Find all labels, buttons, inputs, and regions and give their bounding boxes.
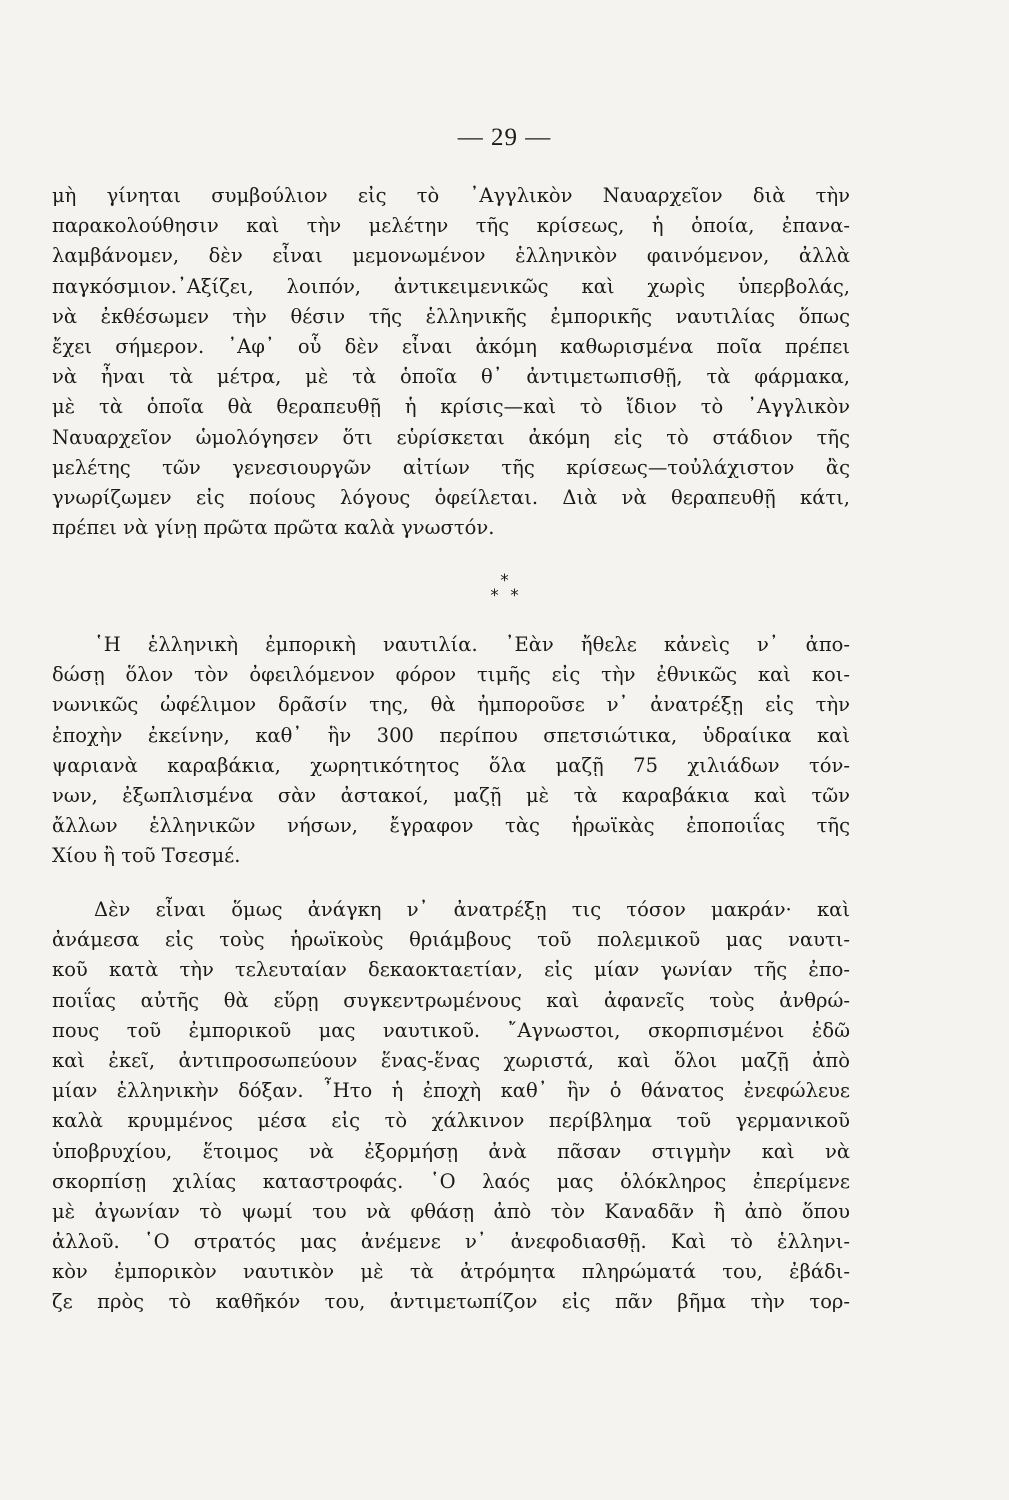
asterism-bottom: * * [490, 586, 519, 606]
text-line: νων, ἐξωπλισμένα σὰν ἀστακοί, μαζῇ μὲ τὰ καραβάκια καὶ τῶν [52, 783, 850, 807]
text-line: κὸν ἐμπορικὸν ναυτικὸν μὲ τὰ ἀτρόμητα πληρώματά του, ἐβάδι- [52, 1260, 850, 1284]
text-line: Δὲν εἶναι ὅμως ἀνάγκη ν᾿ ἀνατρέξῃ τις τόσον μακράν· καὶ [94, 898, 850, 921]
text-line: Χίου ἢ τοῦ Τσεσμέ. [52, 844, 241, 868]
paragraph-2 [52, 630, 850, 872]
section-break-asterism [0, 571, 1009, 606]
text-line: παρακολούθησιν καὶ τὴν μελέτην τῆς κρίσεως, ἡ ὁποία, ἐπανα- [52, 214, 850, 238]
text-line: νὰ ἐκθέσωμεν τὴν θέσιν τῆς ἑλληνικῆς ἐμπορικῆς ναυτιλίας ὅπως [52, 304, 850, 328]
text-line: ποιΐας αὐτῆς θὰ εὕρῃ συγκεντρωμένους καὶ ἀφανεῖς τοὺς ἀνθρώ- [52, 988, 850, 1012]
text-line: ἔχει σήμερον. ᾿Αφ᾿ οὗ δὲν εἶναι ἀκόμη καθωρισμένα ποῖα πρέπει [52, 334, 850, 358]
text-line: λαμβάνομεν, δὲν εἶναι μεμονωμένον ἑλληνικὸν φαινόμενον, ἀλλὰ [52, 244, 850, 268]
text-line: παγκόσμιον.᾿Αξίζει, λοιπόν, ἀντικειμενικῶς καὶ χωρὶς ὑπερβολάς, [52, 274, 850, 298]
text-line: ψαριανὰ καραβάκια, χωρητικότητος ὅλα μαζῇ 75 χιλιάδων τόν- [52, 753, 850, 777]
text-line: ῾Η ἑλληνικὴ ἐμπορικὴ ναυτιλία. ᾿Εὰν ἤθελε κἀνεὶς ν᾿ ἀπο- [94, 633, 850, 656]
text-line: ἄλλων ἑλληνικῶν νήσων, ἔγραφον τὰς ἡρωϊκὰς ἐποποιΐας τῆς [52, 814, 850, 838]
text-line: κοῦ κατὰ τὴν τελευταίαν δεκαοκταετίαν, εἰς μίαν γωνίαν τῆς ἐπο- [52, 958, 850, 982]
text-line: ἀνάμεσα εἰς τοὺς ἡρωϊκοὺς θριάμβους τοῦ πολεμικοῦ μας ναυτι- [52, 928, 850, 952]
text-line: καὶ ἐκεῖ, ἀντιπροσωπεύουν ἕνας-ἕνας χωριστά, καὶ ὅλοι μαζῇ ἀπὸ [52, 1048, 850, 1072]
text-line: ζε πρὸς τὸ καθῆκόν του, ἀντιμετωπίζον εἰς πᾶν βῆμα τὴν τορ- [52, 1290, 850, 1314]
text-line: γνωρίζωμεν εἰς ποίους λόγους ὀφείλεται. Διὰ νὰ θεραπευθῇ κάτι, [52, 485, 850, 509]
text-line: Ναυαρχεῖον ὡμολόγησεν ὅτι εὑρίσκεται ἀκόμη εἰς τὸ στάδιον τῆς [52, 425, 850, 449]
text-line: μίαν ἑλληνικὴν δόξαν. ῏Ητο ἡ ἐποχὴ καθ᾿ ἣν ὁ θάνατος ἐνεφώλευε [52, 1079, 850, 1103]
text-line: ὑποβρυχίου, ἕτοιμος νὰ ἐξορμήσῃ ἀνὰ πᾶσαν στιγμὴν καὶ νὰ [52, 1139, 850, 1163]
text-line: μελέτης τῶν γενεσιουργῶν αἰτίων τῆς κρίσεως—τοὐλάχιστον ἂς [52, 455, 850, 479]
text-line: ἀλλοῦ. ῾Ο στρατός μας ἀνέμενε ν᾿ ἀνεφοδιασθῇ. Καὶ τὸ ἑλληνι- [52, 1230, 850, 1254]
paragraph-3 [52, 895, 850, 1318]
asterism-top: * [500, 571, 509, 591]
text-line: πρέπει νὰ γίνῃ πρῶτα πρῶτα καλὰ γνωστόν. [52, 516, 495, 540]
text-line: νὰ ἦναι τὰ μέτρα, μὲ τὰ ὁποῖα θ᾿ ἀντιμετωπισθῇ, τὰ φάρμακα, [52, 365, 850, 389]
text-line: μὲ τὰ ὁποῖα θὰ θεραπευθῇ ἡ κρίσις—καὶ τὸ ἴδιον τὸ ᾿Αγγλικὸν [52, 395, 850, 419]
paragraph-1 [52, 181, 850, 543]
text-line: νωνικῶς ὠφέλιμον δρᾶσίν της, θὰ ἠμποροῦσε ν᾿ ἀνατρέξῃ εἰς τὴν [52, 693, 850, 717]
text-line: δώσῃ ὅλον τὸν ὀφειλόμενον φόρον τιμῆς εἰς τὴν ἐθνικῶς καὶ κοι- [52, 663, 850, 687]
text-line: μὴ γίνηται συμβούλιον εἰς τὸ ᾿Αγγλικὸν Ναυαρχεῖον διὰ τὴν [52, 184, 850, 207]
text-line: καλὰ κρυμμένος μέσα εἰς τὸ χάλκινον περίβλημα τοῦ γερμανικοῦ [52, 1109, 850, 1133]
text-line: πους τοῦ ἐμπορικοῦ μας ναυτικοῦ. ῎Αγνωστοι, σκορπισμένοι ἐδῶ [52, 1018, 850, 1042]
page-number: — 29 — [457, 124, 552, 151]
text-line: ἐποχὴν ἐκείνην, καθ᾿ ἣν 300 περίπου σπετσιώτικα, ὑδραίικα καὶ [52, 723, 850, 747]
text-line: μὲ ἀγωνίαν τὸ ψωμί του νὰ φθάσῃ ἀπὸ τὸν Καναδᾶν ἢ ἀπὸ ὅπου [52, 1199, 850, 1223]
text-line: σκορπίσῃ χιλίας καταστροφάς. ῾Ο λαός μας ὁλόκληρος ἐπερίμενε [52, 1169, 850, 1193]
